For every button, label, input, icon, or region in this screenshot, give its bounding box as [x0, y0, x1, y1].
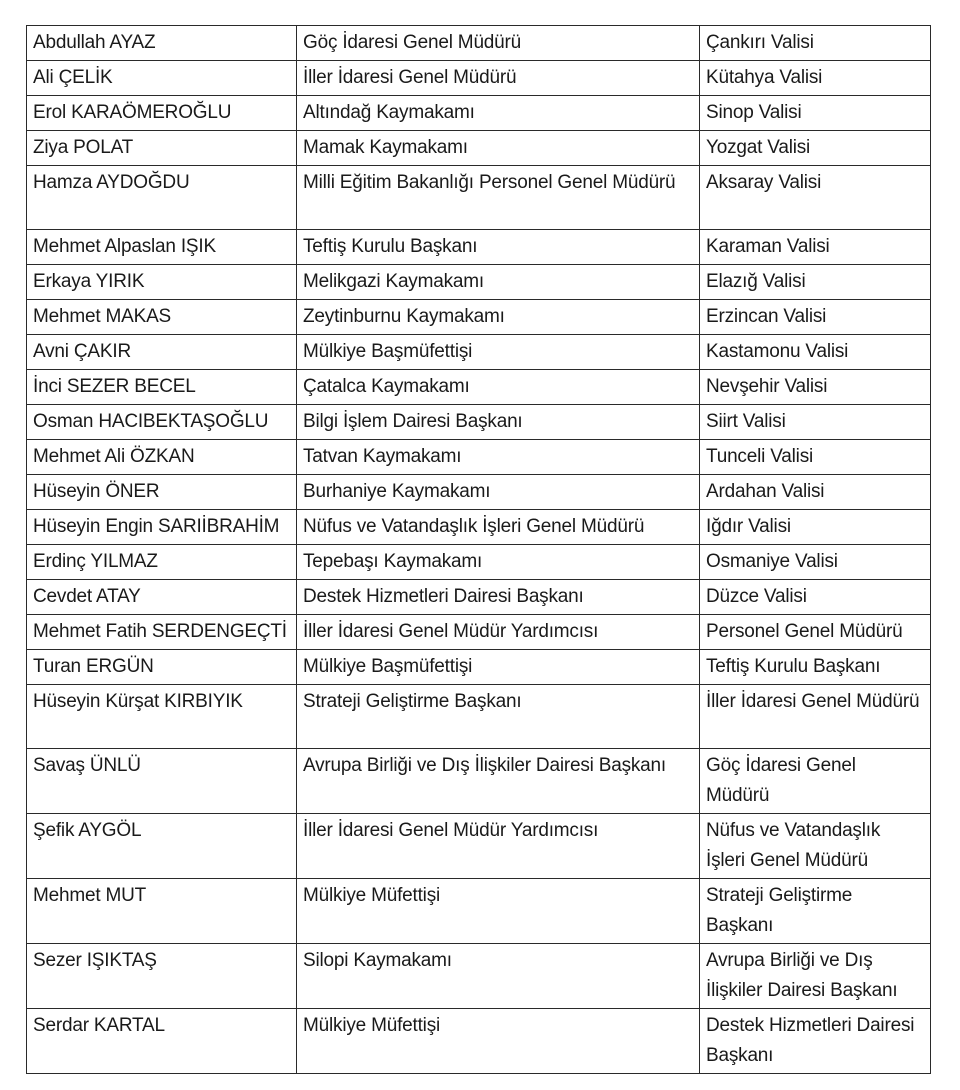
previous-position-cell: Melikgazi Kaymakamı [297, 265, 700, 300]
name-cell: Erkaya YIRIK [27, 265, 297, 300]
previous-position-cell: Altındağ Kaymakamı [297, 96, 700, 131]
new-position-cell: Kastamonu Valisi [700, 335, 931, 370]
new-position-cell: Yozgat Valisi [700, 131, 931, 166]
previous-position-cell: Mülkiye Başmüfettişi [297, 650, 700, 685]
new-position-cell: Destek Hizmetleri Dairesi Başkanı [700, 1009, 931, 1074]
name-cell: Mehmet MAKAS [27, 300, 297, 335]
table-row [27, 510, 931, 545]
table-row [27, 405, 931, 440]
previous-position-cell: Mülkiye Başmüfettişi [297, 335, 700, 370]
name-cell: Sezer IŞIKTAŞ [27, 944, 297, 1009]
table-row [27, 1009, 931, 1074]
previous-position-cell: Çatalca Kaymakamı [297, 370, 700, 405]
previous-position-cell: Strateji Geliştirme Başkanı [297, 685, 700, 749]
previous-position-cell: Tepebaşı Kaymakamı [297, 545, 700, 580]
name-cell: Ziya POLAT [27, 131, 297, 166]
new-position-cell: Nüfus ve Vatandaşlık İşleri Genel Müdürü [700, 814, 931, 879]
new-position-cell: Tunceli Valisi [700, 440, 931, 475]
new-position-cell: Çankırı Valisi [700, 26, 931, 61]
name-cell: İnci SEZER BECEL [27, 370, 297, 405]
previous-position-cell: Destek Hizmetleri Dairesi Başkanı [297, 580, 700, 615]
table-row [27, 335, 931, 370]
previous-position-cell: Mülkiye Müfettişi [297, 1009, 700, 1074]
new-position-cell: Iğdır Valisi [700, 510, 931, 545]
name-cell: Erdinç YILMAZ [27, 545, 297, 580]
new-position-cell: Elazığ Valisi [700, 265, 931, 300]
name-cell: Hamza AYDOĞDU [27, 166, 297, 230]
new-position-cell: Osmaniye Valisi [700, 545, 931, 580]
new-position-cell: Karaman Valisi [700, 230, 931, 265]
new-position-cell: Teftiş Kurulu Başkanı [700, 650, 931, 685]
previous-position-cell: İller İdaresi Genel Müdür Yardımcısı [297, 814, 700, 879]
name-cell: Cevdet ATAY [27, 580, 297, 615]
table-row [27, 370, 931, 405]
previous-position-cell: İller İdaresi Genel Müdür Yardımcısı [297, 615, 700, 650]
previous-position-cell: Teftiş Kurulu Başkanı [297, 230, 700, 265]
new-position-cell: Personel Genel Müdürü [700, 615, 931, 650]
previous-position-cell: Tatvan Kaymakamı [297, 440, 700, 475]
new-position-cell: Ardahan Valisi [700, 475, 931, 510]
name-cell: Savaş ÜNLÜ [27, 749, 297, 814]
table-row [27, 230, 931, 265]
previous-position-cell: Avrupa Birliği ve Dış İlişkiler Dairesi Başkanı [297, 749, 700, 814]
table-row [27, 814, 931, 879]
table-row [27, 475, 931, 510]
new-position-cell: Strateji Geliştirme Başkanı [700, 879, 931, 944]
table-row [27, 580, 931, 615]
name-cell: Serdar KARTAL [27, 1009, 297, 1074]
name-cell: Turan ERGÜN [27, 650, 297, 685]
new-position-cell: Erzincan Valisi [700, 300, 931, 335]
previous-position-cell: Milli Eğitim Bakanlığı Personel Genel Müdürü [297, 166, 700, 230]
previous-position-cell: Mülkiye Müfettişi [297, 879, 700, 944]
previous-position-cell: Mamak Kaymakamı [297, 131, 700, 166]
name-cell: Mehmet Ali ÖZKAN [27, 440, 297, 475]
table-row [27, 26, 931, 61]
table-row [27, 545, 931, 580]
new-position-cell: Nevşehir Valisi [700, 370, 931, 405]
table-row [27, 300, 931, 335]
new-position-cell: Sinop Valisi [700, 96, 931, 131]
table-row [27, 749, 931, 814]
name-cell: Mehmet MUT [27, 879, 297, 944]
name-cell: Erol KARAÖMEROĞLU [27, 96, 297, 131]
new-position-cell: Göç İdaresi Genel Müdürü [700, 749, 931, 814]
name-cell: Osman HACIBEKTAŞOĞLU [27, 405, 297, 440]
table-row [27, 615, 931, 650]
table-row [27, 440, 931, 475]
previous-position-cell: İller İdaresi Genel Müdürü [297, 61, 700, 96]
table-row [27, 96, 931, 131]
table-row [27, 879, 931, 944]
appointments-table-body [27, 26, 931, 1074]
table-row [27, 944, 931, 1009]
table-row [27, 131, 931, 166]
previous-position-cell: Burhaniye Kaymakamı [297, 475, 700, 510]
new-position-cell: Aksaray Valisi [700, 166, 931, 230]
previous-position-cell: Nüfus ve Vatandaşlık İşleri Genel Müdürü [297, 510, 700, 545]
previous-position-cell: Bilgi İşlem Dairesi Başkanı [297, 405, 700, 440]
previous-position-cell: Göç İdaresi Genel Müdürü [297, 26, 700, 61]
table-row [27, 265, 931, 300]
table-row [27, 166, 931, 230]
name-cell: Mehmet Alpaslan IŞIK [27, 230, 297, 265]
new-position-cell: Siirt Valisi [700, 405, 931, 440]
new-position-cell: İller İdaresi Genel Müdürü [700, 685, 931, 749]
previous-position-cell: Silopi Kaymakamı [297, 944, 700, 1009]
table-row [27, 650, 931, 685]
name-cell: Ali ÇELİK [27, 61, 297, 96]
appointments-table [26, 25, 931, 1074]
table-row [27, 61, 931, 96]
name-cell: Şefik AYGÖL [27, 814, 297, 879]
previous-position-cell: Zeytinburnu Kaymakamı [297, 300, 700, 335]
name-cell: Hüseyin Engin SARIİBRAHİM [27, 510, 297, 545]
name-cell: Avni ÇAKIR [27, 335, 297, 370]
name-cell: Hüseyin ÖNER [27, 475, 297, 510]
name-cell: Abdullah AYAZ [27, 26, 297, 61]
new-position-cell: Düzce Valisi [700, 580, 931, 615]
table-row [27, 685, 931, 749]
name-cell: Hüseyin Kürşat KIRBIYIK [27, 685, 297, 749]
new-position-cell: Avrupa Birliği ve Dış İlişkiler Dairesi Başkanı [700, 944, 931, 1009]
name-cell: Mehmet Fatih SERDENGEÇTİ [27, 615, 297, 650]
new-position-cell: Kütahya Valisi [700, 61, 931, 96]
